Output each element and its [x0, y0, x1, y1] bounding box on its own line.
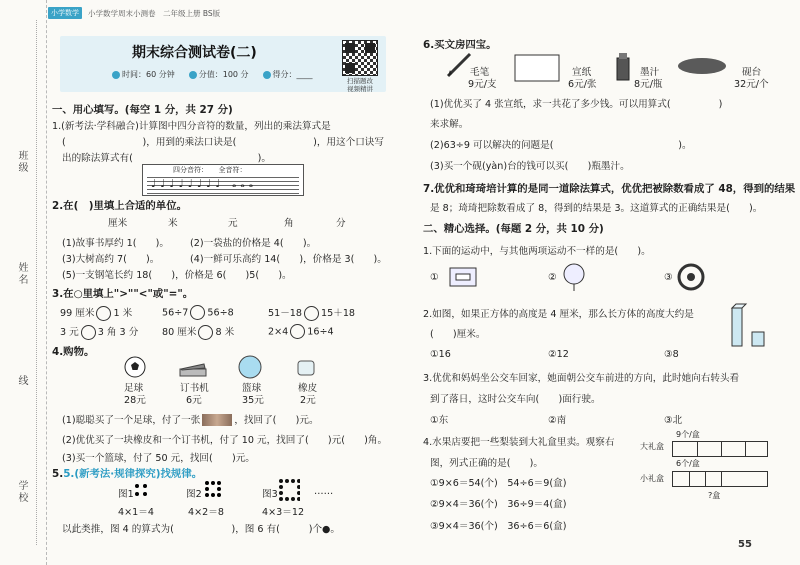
- q2-3: (3)大树高约 7( )。: [62, 254, 160, 265]
- diagram-big: 大礼盒: [640, 442, 664, 451]
- series-tag: 小学数学: [48, 7, 82, 19]
- c3-opt1[interactable]: ①东: [430, 415, 449, 426]
- q2-2: (2)一袋盐的价格是 4( )。: [190, 238, 317, 249]
- q2-1: (1)故事书厚约 1( )。: [62, 238, 169, 249]
- c2-question: 2.如图，如果正方体的高度是 4 厘米，那么长方体的高度大约是: [423, 309, 694, 320]
- unit-4: 角: [284, 218, 294, 229]
- q2-heading: 2.在( )里填上合适的单位。: [52, 200, 187, 212]
- diagram-nine: 9个/盒: [676, 430, 700, 439]
- q6-1: (1)优优买了 4 张宣纸，求一共花了多少钱。可以用算式( ): [430, 99, 723, 110]
- q4-3: (3)买一个篮球，付了 50 元，找回( )元。: [62, 453, 255, 464]
- c1-opt2[interactable]: ②: [548, 272, 557, 283]
- unit-3: 元: [228, 218, 238, 229]
- unit-5: 分: [336, 218, 346, 229]
- cmp-6: 2×4 16÷4: [268, 324, 334, 339]
- c4-opt1[interactable]: ①9×6＝54(个) 54÷6＝9(盒): [430, 478, 567, 489]
- shop-brush: 毛笔: [470, 67, 490, 78]
- cmp-3: 51－18 15＋18: [268, 305, 355, 321]
- series-text: 小学数学周末小测卷 二年级上册 BS版: [88, 8, 221, 18]
- c3-question: 3.优优和妈妈坐公交车回家，她面朝公交车前进的方向，此时她向右转头看: [423, 373, 740, 384]
- football-icon: [124, 356, 146, 378]
- time-info: 时间：60 分钟: [112, 69, 175, 80]
- compare-circle[interactable]: [190, 305, 205, 320]
- clock-icon: [112, 71, 120, 79]
- compare-circle[interactable]: [198, 325, 213, 340]
- c1-question: 1.下面的运动中，与其他两项运动不一样的是( )。: [423, 246, 651, 257]
- q1-line2: ( )，用到的乘法口诀是( )，用这个口诀写: [62, 137, 384, 148]
- q7-line1: 7.优优和琦琦培计算的是同一道除法算式，优优把被除数看成了 48，得到的结果: [423, 183, 796, 195]
- compare-circle[interactable]: [81, 325, 96, 340]
- shop-paper: 宣纸: [572, 67, 592, 78]
- item-stapler: 订书机: [180, 383, 209, 394]
- big-box-bar: [672, 441, 768, 457]
- staff-label: 四分音符： 全音符：: [173, 166, 247, 174]
- c2-question-b: ( )厘米。: [430, 329, 486, 340]
- shop-ink-price: 8元/瓶: [634, 79, 663, 90]
- item-eraser: 橡皮: [298, 383, 318, 394]
- qr-code[interactable]: [342, 40, 378, 76]
- cmp-1: 99 厘米 1 米: [60, 305, 132, 321]
- c4-opt3[interactable]: ③9×4＝36(个) 36÷6＝6(盒): [430, 521, 567, 532]
- shop-brush-price: 9元/支: [468, 79, 497, 90]
- pen-icon: [263, 71, 271, 79]
- diagram-six: 6个/盒: [676, 459, 700, 468]
- inkstone-icon: [676, 56, 728, 76]
- full-score-info: 分值：100 分: [189, 69, 249, 80]
- item-stapler-price: 6元: [186, 395, 202, 406]
- item-football: 足球: [124, 383, 144, 394]
- eraser-icon: [295, 358, 317, 378]
- q2-5: (5)一支钢笔长约 18( )，价格是 6( )5( )。: [62, 270, 292, 281]
- exam-meta: [112, 69, 313, 80]
- banknote-icon: [202, 414, 232, 426]
- binding-label-name: 姓名: [16, 262, 27, 286]
- fig-ellipsis: ……: [314, 486, 334, 497]
- fig-3-eq: 4×3＝12: [262, 507, 305, 518]
- notes-icon: ♩♩♩♩♩♩♩♩ 𝅝𝅝𝅝: [151, 177, 258, 190]
- cuboid-cube-figure: [728, 300, 768, 350]
- fig-1-eq: 4×1＝4: [118, 507, 154, 518]
- steering-wheel-icon: [676, 262, 706, 292]
- c4-question-b: 图，列式正确的是( )。: [430, 458, 544, 469]
- score-icon: [189, 71, 197, 79]
- fig-3-label: 图3: [262, 489, 278, 500]
- unit-2: 米: [168, 218, 178, 229]
- fig-1-dots: [134, 483, 148, 497]
- c4-opt2[interactable]: ②9×4＝36(个) 36÷9＝4(盒): [430, 499, 567, 510]
- ink-bottle-icon: [614, 52, 632, 82]
- cmp-4: 3 元 3 角 3 分: [60, 324, 138, 340]
- q4-1: (1)聪聪买了一个足球，付了一张 ，找回了( )元。: [62, 415, 319, 426]
- c1-opt1[interactable]: ①: [430, 272, 439, 283]
- fig-2-label: 图2: [186, 489, 202, 500]
- q1-line1: 1.(新考法·学科融合)计算图中四分音符的数量，列出的乘法算式是: [52, 121, 331, 132]
- basketball-icon: [238, 355, 262, 379]
- cmp-5: 80 厘米 8 米: [162, 324, 234, 340]
- fig-3-dots: [278, 478, 300, 502]
- cmp-2: 56÷7 56÷8: [162, 305, 234, 320]
- q4-2: (2)优优买了一块橡皮和一个订书机，付了 10 元，找回了( )元( )角。: [62, 435, 388, 446]
- shop-stone: 砚台: [742, 67, 762, 78]
- music-staff: [142, 164, 304, 196]
- q1-line3: 出的除法算式有( )。: [62, 153, 271, 164]
- fig-2-eq: 4×2＝8: [188, 507, 224, 518]
- fig-2-dots: [204, 480, 222, 502]
- q6-3: (3)买一个砚(yàn)台的钱可以买( )瓶墨汁。: [430, 161, 630, 172]
- c2-opt1[interactable]: ①16: [430, 349, 451, 360]
- q5-answer: 以此类推，图 4 的算式为( )，图 6 有( )个●。: [62, 524, 340, 535]
- compare-circle[interactable]: [290, 324, 305, 339]
- compare-circle[interactable]: [96, 306, 111, 321]
- item-eraser-price: 2元: [300, 395, 316, 406]
- q2-4: (4)一鲜可乐高约 14( )，价格是 3( )。: [190, 254, 387, 265]
- binding-margin: [0, 0, 47, 565]
- xuan-paper-icon: [514, 54, 560, 82]
- binding-label-seal: 线: [16, 375, 27, 387]
- q6-2: (2)63÷9 可以解决的问题是( )。: [430, 140, 692, 151]
- q3-heading: 3.在○里填上">""<"或"="。: [52, 288, 194, 300]
- q6-heading: 6.买文房四宝。: [423, 39, 497, 51]
- item-basketball-price: 35元: [242, 395, 264, 406]
- item-basketball: 篮球: [242, 383, 262, 394]
- compare-circle[interactable]: [304, 306, 319, 321]
- diagram-small: 小礼盒: [640, 474, 664, 483]
- drawer-icon: [446, 262, 482, 290]
- q5-heading: 5.5.(新考法·规律探究)找规律。: [52, 468, 203, 480]
- section-1-heading: 一、用心填写。(每空 1 分，共 27 分): [52, 104, 233, 116]
- q4-heading: 4.购物。: [52, 346, 95, 358]
- series-label: [48, 7, 220, 19]
- c3-opt2[interactable]: ②南: [548, 415, 567, 426]
- c3-question-b: 到了落日，这时公交车向( )面行驶。: [430, 394, 601, 405]
- section-2-heading: 二、精心选择。(每题 2 分，共 10 分): [423, 223, 604, 235]
- q7-line2: 是 8；琦琦把除数看成了 8，得到的结果是 3。这道算式的正确结果是( )。: [430, 203, 763, 214]
- exam-header: [60, 36, 386, 92]
- q6-1b: 来求解。: [430, 119, 469, 130]
- c4-question: 4.水果店要把一些梨装到大礼盒里卖。观察右: [423, 437, 615, 448]
- small-box-bar: [672, 471, 768, 487]
- shop-stone-price: 32元/个: [734, 79, 769, 90]
- qr-caption: 扫描题改 视频精讲: [347, 77, 373, 93]
- page-number: 55: [738, 539, 752, 550]
- exam-title: 期末综合测试卷(二): [132, 45, 257, 61]
- stapler-icon: [178, 360, 208, 378]
- diagram-q: ?盒: [708, 491, 721, 500]
- shop-ink: 墨汁: [640, 67, 660, 78]
- binding-label-school: 学校: [16, 480, 27, 504]
- c2-opt2[interactable]: ②12: [548, 349, 569, 360]
- score-field[interactable]: 得分：____: [263, 69, 313, 80]
- c3-opt3[interactable]: ③北: [664, 415, 683, 426]
- item-football-price: 28元: [124, 395, 146, 406]
- fan-icon: [560, 262, 588, 292]
- fig-1-label: 图1: [118, 489, 134, 500]
- binding-label-class: 班级: [16, 150, 27, 174]
- c1-opt3[interactable]: ③: [664, 272, 673, 283]
- unit-1: 厘米: [108, 218, 128, 229]
- shop-paper-price: 6元/张: [568, 79, 597, 90]
- c2-opt3[interactable]: ③8: [664, 349, 679, 360]
